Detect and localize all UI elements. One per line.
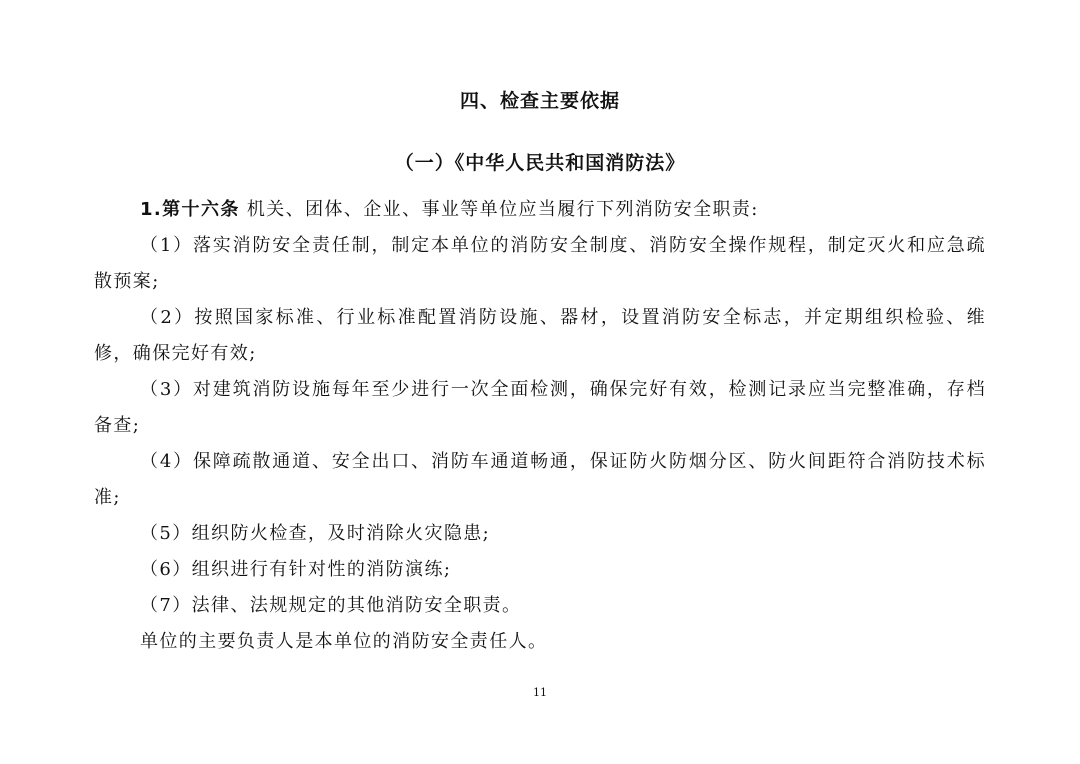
list-item-6: （6）组织进行有针对性的消防演练; [140,559,452,580]
list-item-1: （1）落实消防安全责任制，制定本单位的消防安全制度、消防安全操作规程，制定灭火和应急疏散预案; [94,235,986,292]
body-text [94,192,986,660]
article-paragraph [94,192,986,228]
closing-paragraph: 单位的主要负责人是本单位的消防安全责任人。 [140,631,548,652]
list-item-3: （3）对建筑消防设施每年至少进行一次全面检测，确保完好有效，检测记录应当完整准确，存档备查; [94,379,986,436]
article-lead: 机关、团体、企业、事业等单位应当履行下列消防安全职责: [239,199,759,220]
page-number: 11 [533,686,547,699]
section-title: 四、检查主要依据 [459,90,620,112]
list-item-2: （2）按照国家标准、行业标准配置消防设施、器材，设置消防安全标志，并定期组织检验、维修，确保完好有效; [94,307,986,364]
article-number: 1.第十六条 [140,199,240,220]
list-item-4: （4）保障疏散通道、安全出口、消防车通道畅通，保证防火防烟分区、防火间距符合消防技术标准; [94,451,986,508]
subsection-title: （一）《中华人民共和国消防法》 [394,152,686,174]
list-item-5: （5）组织防火检查，及时消除火灾隐患; [140,523,491,544]
list-item-7: （7）法律、法规规定的其他消防安全职责。 [140,595,522,616]
